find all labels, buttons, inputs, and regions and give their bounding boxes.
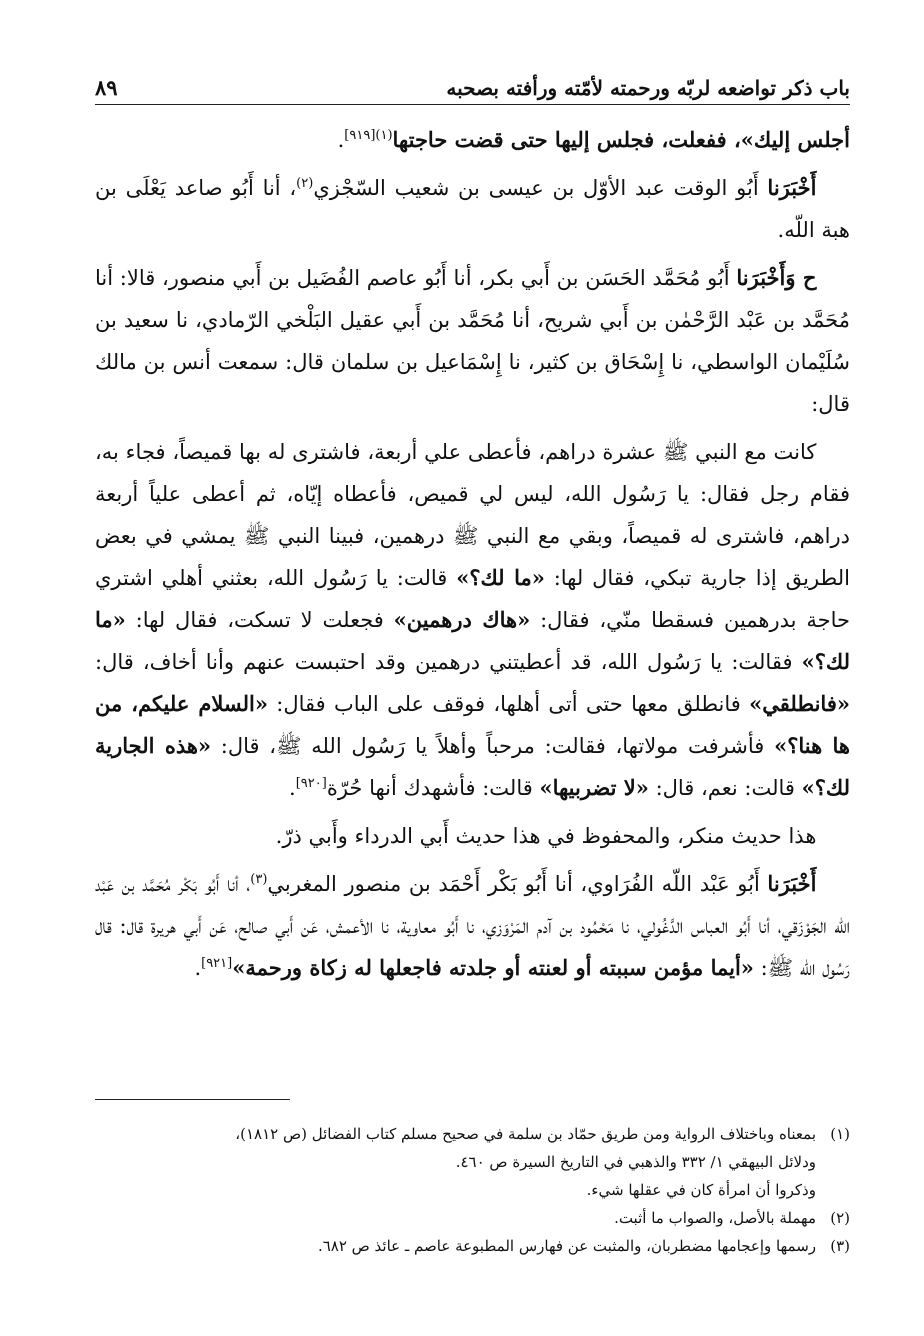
text-run: فجعلت لا تسكت، فقال لها: xyxy=(125,608,394,632)
text-run: . xyxy=(337,128,345,152)
chapter-title: باب ذكر تواضعه لربّه ورحمته لأمّته ورأفته بصحبه xyxy=(446,76,850,100)
hadith-number: [٩٢٠] xyxy=(295,776,327,791)
text-run: ، أنا أَبُو بَكْر مُحَمَّد بن عَبْد اللّه الجَوْزَقي، أنا أَبُو العباس الدَّغُولي، نا مَحْمُود بن آدم المَرْوَزي، نا أَبُو معاوية، نا الأعمش، عَن أَبي صالح، عَن أَبي هريرة قال: قال رَسُول الله ﷺ: xyxy=(95,872,850,980)
quote: «لا تضربيها» xyxy=(539,775,649,800)
quote: «ما لك؟» xyxy=(456,565,545,590)
paragraph-1 xyxy=(95,119,850,161)
footnote-separator xyxy=(95,1099,290,1100)
text-run: . xyxy=(194,956,202,980)
footnotes xyxy=(95,1120,850,1260)
quote: «فانطلقي» xyxy=(749,691,850,716)
hadith-number: [٩١٩] xyxy=(344,128,376,143)
quote: «ما لك؟» xyxy=(95,607,850,674)
text-run: أَبُو الوقت عبد الأوّل بن عيسى بن شعيب السّجْزي xyxy=(313,176,768,200)
text-run: كانت مع النبي ﷺ عشرة دراهم، فأعطى علي أربعة، فاشترى له بها قميصاً، فجاء به، فقام رجل فقال: يا رَسُول الله، ليس لي قميص، فأعطاه إيّاه، ثم أعطى علياً أربعة دراهم، فاشترى له قميصاً، وبقي مع النبي ﷺ درهمين، فبينا النبي ﷺ يمشي في بعض الطريق إذا جارية تبكي، فقال لها: xyxy=(95,440,851,590)
footnote-text: بمعناه وباختلاف الرواية ومن طريق حمّاد بن سلمة في صحيح مسلم كتاب الفضائل (ص ١٨١٢)، xyxy=(235,1125,816,1143)
footnote-text: رسمها وإعجامها مضطربان، والمثبت عن فهارس المطبوعة عاصم ـ عائذ ص ٦٨٢. xyxy=(317,1237,816,1255)
footnote-1 xyxy=(95,1120,850,1148)
page-number: ٨٩ xyxy=(95,75,118,100)
quote: «هذه الجارية لك؟» xyxy=(95,733,850,800)
footnote-1-line-2: ودلائل البيهقي ١/ ٣٣٢ والذهبي في التاريخ السيرة ص ٤٦٠. xyxy=(455,1153,816,1171)
text-run: أَبُو مُحَمَّد الحَسَن بن أَبي بكر، أنا أَبُو عاصم الفُضَيل بن أَبي منصور، قالا: أنا مُحَمَّد بن عَبْد الرَّحْمٰن بن أَبي شريح، أنا مُحَمَّد بن أَبي عقيل البَلْخي الرّمادي، نا سعيد بن سُلَيْمان الواسطي، نا إِسْحَاق بن كثير، نا إِسْمَاعيل بن سلمان قال: سمعت أنس بن مالك قال: xyxy=(95,266,850,416)
book-page xyxy=(95,58,850,1278)
text-run: قالت: نعم، قال: xyxy=(648,776,802,800)
paragraph-6 xyxy=(95,863,850,989)
running-header xyxy=(95,58,850,105)
text-run: فقالت: يا رَسُول الله، قد أعطيتني درهمين وقد احتبست عنهم وأنا أخاف، قال: xyxy=(95,650,802,674)
footnote-3 xyxy=(95,1232,850,1260)
text-run: قالت: يا رَسُول الله، بعثني أهلي اشتري حاجة بدرهمين فسقطا منّي، فقال: xyxy=(95,566,850,632)
isnad-keyword: أَخْبَرَنا xyxy=(767,871,817,896)
quote: «هاك درهمين» xyxy=(393,607,531,632)
hadith-number: [٩٢١] xyxy=(201,956,233,971)
footnote-ref: (٢) xyxy=(296,176,314,191)
isnad-keyword: أَخْبَرَنا xyxy=(767,175,817,200)
isnad-keyword: ح وَأَخْبَرَنا xyxy=(736,265,817,290)
text-run: قالت: فأشهدك أنها حُرّة xyxy=(326,776,540,800)
footnote-2 xyxy=(95,1204,850,1232)
footnote-text: مهملة بالأصل، والصواب ما أثبت. xyxy=(614,1209,816,1227)
text-run: فانطلق معها حتى أتى أهلها، فوقف على الباب فقال: xyxy=(267,692,750,716)
paragraph-5: هذا حديث منكر، والمحفوظ في هذا حديث أَبي الدرداء وأَبي ذرّ. xyxy=(275,824,817,848)
paragraph-4 xyxy=(95,431,850,809)
footnote-number: (١) xyxy=(830,1125,850,1143)
paragraph-3 xyxy=(95,257,850,425)
text-run: أَبُو عَبْد اللّه الفُرَاوي، أنا أَبُو بَكْر أَحْمَد بن منصور المغربي xyxy=(267,872,768,896)
text-run: فأشرفت مولاتها، فقالت: مرحباً وأهلاً يا رَسُول الله ﷺ، قال: xyxy=(211,734,775,758)
quote: «أيما مؤمن سببته أو لعنته أو جلدته فاجعلها له زكاة ورحمة» xyxy=(232,955,754,980)
footnote-ref: (٣) xyxy=(250,872,268,887)
text-run: أجلس إليك»، ففعلت، فجلس إليها حتى قضت حاجتها xyxy=(392,127,850,152)
quote: «السلام عليكم، من ها هنا؟» xyxy=(95,691,850,758)
main-text xyxy=(95,119,850,989)
text-run: ، أنا أَبُو صاعد يَعْلَى بن هبة اللّه. xyxy=(95,176,850,242)
footnote-number: (٢) xyxy=(830,1209,850,1227)
text-run: . xyxy=(289,776,296,800)
paragraph-2 xyxy=(95,167,850,251)
footnote-1-line-3: وذكروا أن امرأة كان في عقلها شيء. xyxy=(586,1181,816,1199)
footnote-ref: (١) xyxy=(375,128,393,143)
footnote-number: (٣) xyxy=(830,1237,850,1255)
